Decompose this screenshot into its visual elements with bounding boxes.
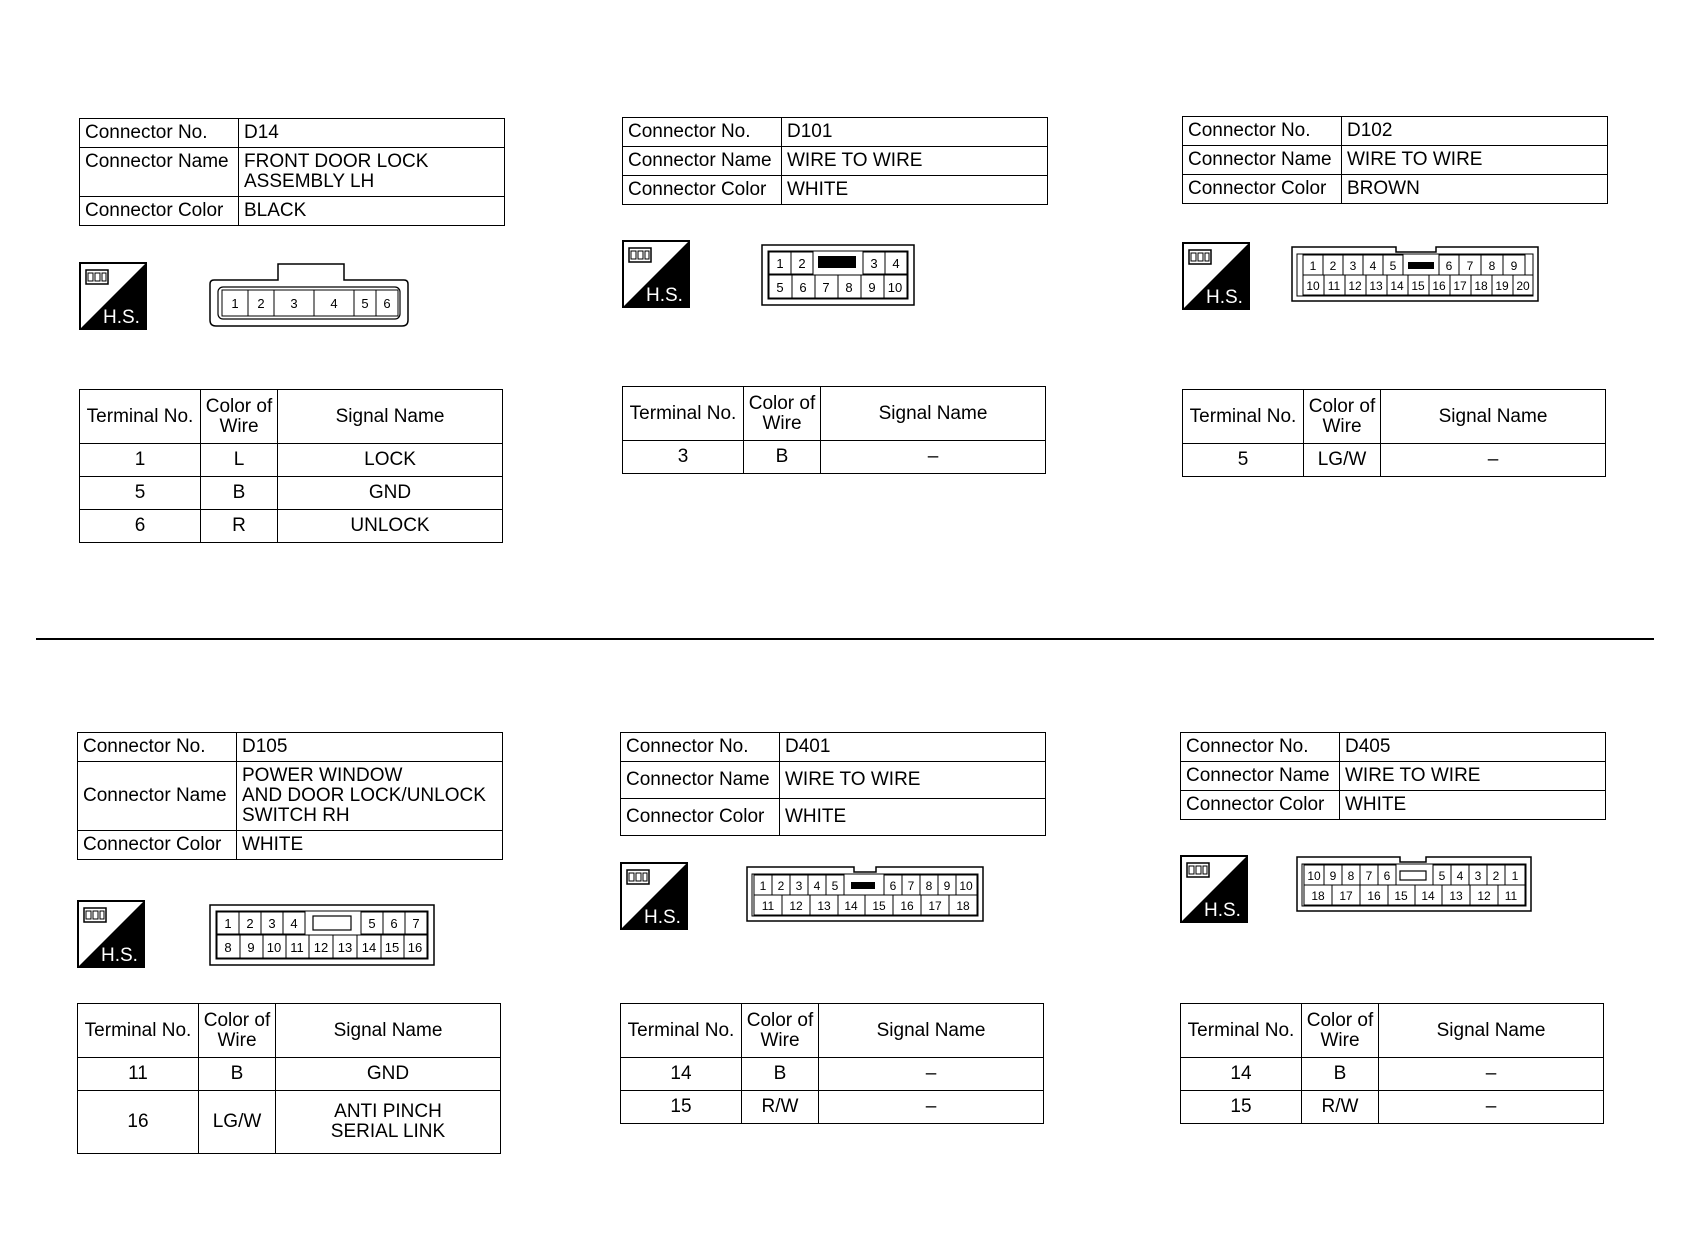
header-terminal-no: Terminal No. <box>1181 1004 1302 1058</box>
svg-text:2: 2 <box>798 256 806 271</box>
pin-row-bottom <box>769 275 907 298</box>
header-color-of-wire: Color of Wire <box>1302 1004 1379 1058</box>
label-connector-no: Connector No. <box>1183 117 1342 146</box>
table-row: 6 R UNLOCK <box>80 510 503 543</box>
pin-row-top <box>1304 865 1525 885</box>
header-terminal-no: Terminal No. <box>80 390 201 444</box>
svg-text:15: 15 <box>1411 279 1425 293</box>
connector-name: WIRE TO WIRE <box>1342 146 1608 175</box>
svg-text:3: 3 <box>870 256 878 271</box>
harness-side-icon <box>1182 242 1250 310</box>
svg-text:6: 6 <box>383 296 391 311</box>
connector-name: POWER WINDOW AND DOOR LOCK/UNLOCK SWITCH RH <box>237 762 503 831</box>
label-connector-no: Connector No. <box>623 118 782 147</box>
svg-text:2: 2 <box>1492 869 1500 883</box>
svg-text:4: 4 <box>892 256 900 271</box>
svg-text:10: 10 <box>959 879 973 893</box>
svg-text:2: 2 <box>1329 259 1337 273</box>
svg-text:12: 12 <box>789 899 803 913</box>
header-signal-name: Signal Name <box>819 1004 1044 1058</box>
svg-text:H.S.: H.S. <box>644 907 681 928</box>
svg-text:4: 4 <box>813 879 821 893</box>
svg-text:17: 17 <box>1453 279 1467 293</box>
svg-text:12: 12 <box>1348 279 1362 293</box>
label-connector-no: Connector No. <box>621 733 780 762</box>
svg-text:10: 10 <box>1307 869 1321 883</box>
connector-color: BLACK <box>239 197 505 226</box>
connector-no: D101 <box>782 118 1048 147</box>
connector-panel-d405 <box>1180 732 1606 820</box>
connector-face-d105 <box>209 904 435 966</box>
connector-color: WHITE <box>780 799 1046 836</box>
connector-face-d102 <box>1291 246 1539 302</box>
svg-text:1: 1 <box>759 879 767 893</box>
connector-color: WHITE <box>1340 791 1606 820</box>
pin-row-top <box>1303 255 1525 275</box>
svg-text:8: 8 <box>224 940 232 955</box>
svg-text:9: 9 <box>943 879 951 893</box>
svg-text:16: 16 <box>900 899 914 913</box>
svg-text:2: 2 <box>257 296 265 311</box>
svg-text:8: 8 <box>925 879 933 893</box>
svg-text:16: 16 <box>1432 279 1446 293</box>
connector-panel-d101 <box>622 117 1048 205</box>
svg-text:13: 13 <box>337 940 353 955</box>
connector-panel-d105 <box>77 732 503 860</box>
connector-no: D14 <box>239 119 505 148</box>
label-connector-name: Connector Name <box>623 147 782 176</box>
header-signal-name: Signal Name <box>276 1004 501 1058</box>
svg-text:3: 3 <box>268 916 276 931</box>
terminal-table-d14 <box>79 389 503 543</box>
harness-side-icon <box>620 862 688 930</box>
svg-text:H.S.: H.S. <box>1206 287 1243 308</box>
connector-name: WIRE TO WIRE <box>780 762 1046 799</box>
svg-text:9: 9 <box>1510 259 1518 273</box>
svg-text:20: 20 <box>1516 279 1530 293</box>
connector-no: D401 <box>780 733 1046 762</box>
connector-no: D105 <box>237 733 503 762</box>
connector-name: WIRE TO WIRE <box>782 147 1048 176</box>
label-connector-color: Connector Color <box>623 176 782 205</box>
svg-text:9: 9 <box>1329 869 1337 883</box>
svg-text:1: 1 <box>776 256 784 271</box>
connector-panel-d14 <box>79 118 505 226</box>
locking-tab <box>818 256 856 268</box>
svg-text:15: 15 <box>872 899 886 913</box>
connector-no: D102 <box>1342 117 1608 146</box>
header-color-of-wire: Color of Wire <box>1304 390 1381 444</box>
header-signal-name: Signal Name <box>821 387 1046 441</box>
svg-text:11: 11 <box>1504 889 1518 903</box>
svg-text:1: 1 <box>1309 259 1317 273</box>
table-row: 15 R/W – <box>1181 1091 1604 1124</box>
svg-text:13: 13 <box>1449 889 1463 903</box>
connector-name: FRONT DOOR LOCK ASSEMBLY LH <box>239 148 505 197</box>
svg-text:4: 4 <box>330 296 338 311</box>
svg-text:3: 3 <box>795 879 803 893</box>
connector-panel-d401 <box>620 732 1046 836</box>
label-connector-color: Connector Color <box>80 197 239 226</box>
header-terminal-no: Terminal No. <box>621 1004 742 1058</box>
label-connector-no: Connector No. <box>1181 733 1340 762</box>
header-color-of-wire: Color of Wire <box>742 1004 819 1058</box>
svg-text:14: 14 <box>1390 279 1404 293</box>
svg-text:6: 6 <box>390 916 398 931</box>
header-signal-name: Signal Name <box>1381 390 1606 444</box>
svg-text:16: 16 <box>1367 889 1381 903</box>
svg-text:15: 15 <box>384 940 400 955</box>
svg-text:1: 1 <box>231 296 239 311</box>
header-signal-name: Signal Name <box>278 390 503 444</box>
label-connector-color: Connector Color <box>621 799 780 836</box>
svg-text:H.S.: H.S. <box>101 945 138 966</box>
table-row: 15 R/W – <box>621 1091 1044 1124</box>
label-connector-name: Connector Name <box>78 762 237 831</box>
table-row: 16 LG/W ANTI PINCH SERIAL LINK <box>78 1091 501 1154</box>
terminal-table-d405 <box>1180 1003 1604 1124</box>
header-color-of-wire: Color of Wire <box>744 387 821 441</box>
connector-color: BROWN <box>1342 175 1608 204</box>
table-row: 1 L LOCK <box>80 444 503 477</box>
header-signal-name: Signal Name <box>1379 1004 1604 1058</box>
connector-face-d405 <box>1296 856 1532 912</box>
svg-text:18: 18 <box>1474 279 1488 293</box>
svg-text:3: 3 <box>1349 259 1357 273</box>
pin-row-bottom <box>217 935 427 958</box>
svg-text:4: 4 <box>290 916 298 931</box>
label-connector-name: Connector Name <box>80 148 239 197</box>
svg-text:7: 7 <box>907 879 915 893</box>
svg-text:9: 9 <box>868 280 876 295</box>
svg-text:14: 14 <box>1421 889 1435 903</box>
svg-text:6: 6 <box>889 879 897 893</box>
table-row: 11 B GND <box>78 1058 501 1091</box>
connector-face-d14 <box>208 262 410 328</box>
label-connector-name: Connector Name <box>1183 146 1342 175</box>
svg-text:12: 12 <box>1477 889 1491 903</box>
svg-text:5: 5 <box>1389 259 1397 273</box>
svg-text:5: 5 <box>1438 869 1446 883</box>
pin-row-bottom <box>1304 885 1525 905</box>
pin-row-bottom <box>1303 275 1533 295</box>
svg-text:8: 8 <box>1488 259 1496 273</box>
label-connector-color: Connector Color <box>1181 791 1340 820</box>
svg-text:12: 12 <box>313 940 329 955</box>
svg-text:14: 14 <box>361 940 377 955</box>
svg-text:13: 13 <box>1369 279 1383 293</box>
svg-text:H.S.: H.S. <box>103 307 140 328</box>
svg-text:11: 11 <box>290 940 304 955</box>
svg-text:6: 6 <box>1383 869 1391 883</box>
svg-text:16: 16 <box>407 940 423 955</box>
svg-text:3: 3 <box>1474 869 1482 883</box>
table-row: 3 B – <box>623 441 1046 474</box>
pin-row-top <box>754 875 977 895</box>
terminal-table-d101 <box>622 386 1046 474</box>
svg-text:4: 4 <box>1369 259 1377 273</box>
svg-text:10: 10 <box>266 940 282 955</box>
harness-side-icon <box>77 900 145 968</box>
svg-text:9: 9 <box>247 940 255 955</box>
section-divider <box>36 638 1654 640</box>
harness-side-icon <box>1180 855 1248 923</box>
table-row: 14 B – <box>621 1058 1044 1091</box>
svg-text:19: 19 <box>1495 279 1509 293</box>
pin-row-bottom <box>754 895 977 915</box>
svg-text:3: 3 <box>290 296 298 311</box>
terminal-table-d105 <box>77 1003 501 1154</box>
svg-text:5: 5 <box>831 879 839 893</box>
svg-text:5: 5 <box>361 296 369 311</box>
locking-tab <box>1408 262 1434 269</box>
connector-info-table <box>79 118 505 226</box>
terminal-table-d102 <box>1182 389 1606 477</box>
svg-text:8: 8 <box>845 280 853 295</box>
svg-text:13: 13 <box>817 899 831 913</box>
svg-text:17: 17 <box>1339 889 1353 903</box>
svg-text:18: 18 <box>1311 889 1325 903</box>
svg-text:2: 2 <box>246 916 254 931</box>
svg-text:2: 2 <box>777 879 785 893</box>
label-connector-name: Connector Name <box>1181 762 1340 791</box>
header-terminal-no: Terminal No. <box>623 387 744 441</box>
pin-row-top <box>222 290 398 316</box>
svg-text:8: 8 <box>1347 869 1355 883</box>
svg-text:H.S.: H.S. <box>1204 900 1241 921</box>
connector-face-d401 <box>746 866 984 922</box>
svg-text:4: 4 <box>1456 869 1464 883</box>
svg-text:15: 15 <box>1394 889 1408 903</box>
svg-text:7: 7 <box>412 916 420 931</box>
pin-row-top <box>217 912 427 934</box>
svg-text:18: 18 <box>956 899 970 913</box>
locking-tab <box>1400 871 1426 880</box>
label-connector-color: Connector Color <box>78 831 237 860</box>
svg-text:7: 7 <box>1466 259 1474 273</box>
header-terminal-no: Terminal No. <box>1183 390 1304 444</box>
svg-text:5: 5 <box>776 280 784 295</box>
header-terminal-no: Terminal No. <box>78 1004 199 1058</box>
svg-text:14: 14 <box>844 899 858 913</box>
terminal-table-d401 <box>620 1003 1044 1124</box>
svg-text:6: 6 <box>1445 259 1453 273</box>
harness-side-icon <box>79 262 147 330</box>
header-color-of-wire: Color of Wire <box>199 1004 276 1058</box>
table-row: 14 B – <box>1181 1058 1604 1091</box>
svg-text:6: 6 <box>799 280 807 295</box>
label-connector-color: Connector Color <box>1183 175 1342 204</box>
svg-text:17: 17 <box>928 899 942 913</box>
svg-text:1: 1 <box>224 916 232 931</box>
svg-text:11: 11 <box>1327 279 1341 293</box>
connector-name: WIRE TO WIRE <box>1340 762 1606 791</box>
svg-text:10: 10 <box>887 280 903 295</box>
label-connector-no: Connector No. <box>80 119 239 148</box>
label-connector-no: Connector No. <box>78 733 237 762</box>
connector-no: D405 <box>1340 733 1606 762</box>
svg-text:5: 5 <box>368 916 376 931</box>
label-connector-name: Connector Name <box>621 762 780 799</box>
header-color-of-wire: Color of Wire <box>201 390 278 444</box>
connector-color: WHITE <box>237 831 503 860</box>
table-row: 5 LG/W – <box>1183 444 1606 477</box>
harness-side-icon <box>622 240 690 308</box>
svg-text:10: 10 <box>1306 279 1320 293</box>
locking-tab <box>851 882 875 889</box>
connector-panel-d102 <box>1182 116 1608 204</box>
svg-text:1: 1 <box>1511 869 1519 883</box>
svg-text:7: 7 <box>822 280 830 295</box>
svg-text:7: 7 <box>1365 869 1373 883</box>
svg-text:11: 11 <box>761 899 775 913</box>
connector-face-d101 <box>761 244 915 306</box>
pin-row-top <box>769 252 907 274</box>
table-row: 5 B GND <box>80 477 503 510</box>
connector-color: WHITE <box>782 176 1048 205</box>
svg-text:H.S.: H.S. <box>646 285 683 306</box>
locking-tab <box>313 916 351 930</box>
